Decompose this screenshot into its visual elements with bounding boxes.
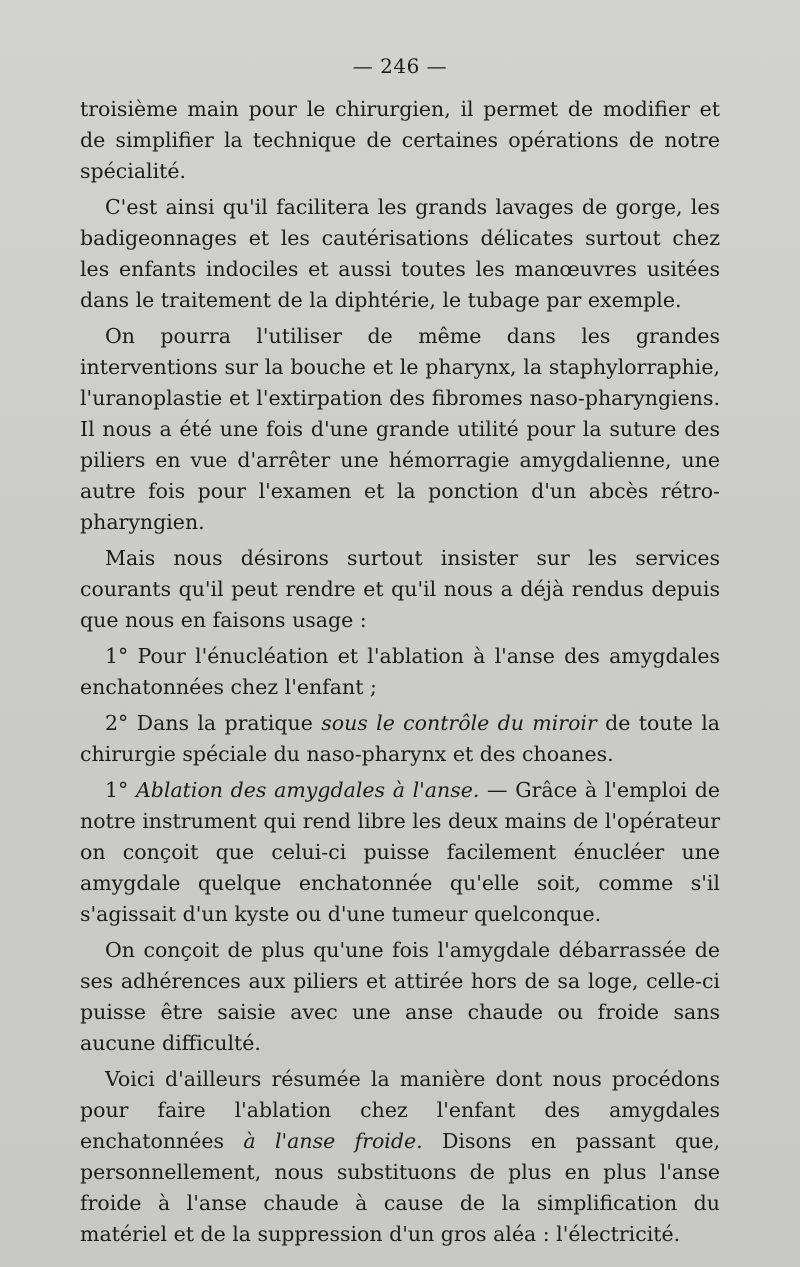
list-item-paragraph: [80, 708, 720, 770]
text-segment: de toute la chirurgie spéciale du naso-pharynx et des choanes.: [80, 711, 720, 766]
text-segment: troisième main pour le chirurgien, il permet de modifier et de simplifier la technique de certaines opérations de notre spécialité.: [80, 97, 720, 183]
text-segment: . Disons en passant que, personnellement, nous substituons de plus en plus l'anse froide à l'anse chaude à cause de la simplification du matériel et de la suppression d'un gros aléa : l'électricité.: [80, 1129, 720, 1246]
italic-segment: sous le contrôle du miroir: [321, 711, 597, 735]
text-segment: C'est ainsi qu'il facilitera les grands lavages de gorge, les badigeonnages et les cautérisations délicates surtout chez les enfants indociles et aussi toutes les manœuvres usitées dans le traitement de la diphtérie, le tubage par exemple.: [80, 195, 720, 312]
paragraph: [80, 935, 720, 1059]
paragraph: [80, 321, 720, 538]
list-item-paragraph: [80, 641, 720, 703]
section-paragraph: [80, 775, 720, 930]
text-segment: — Grâce à l'emploi de notre instrument qui rend libre les deux mains de l'opérateur on conçoit que celui-ci puisse facilement énucléer une amygdale quelque enchatonnée qu'elle soit, comme s'il s'agissait d'un kyste ou d'une tumeur quelconque.: [80, 778, 721, 926]
paragraph: [80, 1064, 720, 1250]
text-segment: 1° Pour l'énucléation et l'ablation à l'anse des amygdales enchatonnées chez l'enfant ;: [80, 644, 720, 699]
text-segment: 2° Dans la pratique: [105, 711, 322, 735]
text-segment: On conçoit de plus qu'une fois l'amygdale débarrassée de ses adhérences aux piliers et attirée hors de sa loge, celle-ci puisse être saisie avec une anse chaude ou froide sans aucune difficulté.: [80, 938, 720, 1055]
paragraph: [80, 94, 720, 187]
paragraph: [80, 192, 720, 316]
section-heading-italic: Ablation des amygdales à l'anse.: [135, 778, 480, 802]
text-segment: Voici d'ailleurs résumée la manière dont nous procédons pour faire l'ablation chez l'enfant des amygdales enchatonnées: [80, 1067, 720, 1153]
text-segment: On pourra l'utiliser de même dans les grandes interventions sur la bouche et le pharynx, la staphylorraphie, l'uranoplastie et l'extirpation des fibromes naso-pharyngiens. Il nous a été une fois d'une grande utilité pour la suture des piliers en vue d'arrêter une hémorragie amygdalienne, une autre fois pour l'examen et la ponction d'un abcès rétro-pharyngien.: [80, 324, 720, 534]
text-segment: Mais nous désirons surtout insister sur les services courants qu'il peut rendre et qu'il nous a déjà rendus depuis que nous en faisons usage :: [80, 546, 720, 632]
page-number: — 246 —: [352, 54, 448, 78]
italic-segment: à l'anse froide: [243, 1129, 417, 1153]
paragraph: [80, 543, 720, 636]
text-segment: 1°: [105, 778, 136, 802]
